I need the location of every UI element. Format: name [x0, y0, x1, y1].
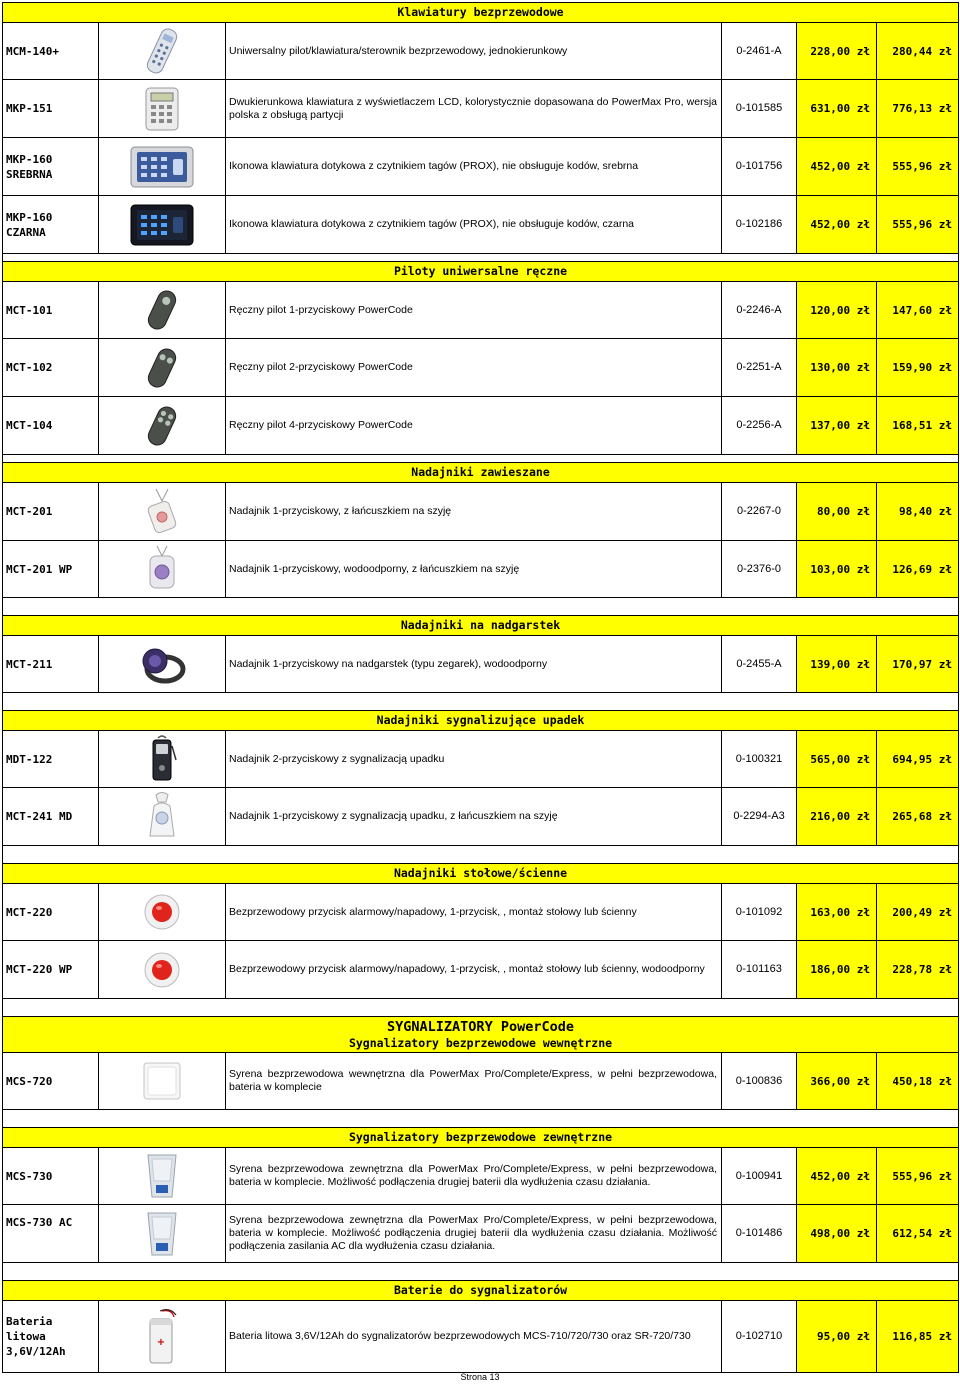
- table-row: [3, 282, 959, 339]
- pendant-waterproof-icon: [99, 541, 226, 598]
- gross-price: 126,69 zł: [877, 541, 959, 598]
- remote-2-button-icon: [99, 339, 226, 397]
- product-code-line2: CZARNA: [6, 225, 46, 239]
- spacer-row: [3, 999, 959, 1017]
- table-row: [3, 483, 959, 541]
- product-description: Nadajnik 1-przyciskowy, wodoodporny, z łańcuszkiem na szyję: [226, 541, 722, 598]
- indoor-siren-icon: [99, 1053, 226, 1110]
- gross-price: 612,54 zł: [877, 1205, 959, 1263]
- product-description: Syrena bezprzewodowa zewnętrzna dla PowerMax Pro/Complete/Express, w pełni bezprzewodowa, bateria w komplecie. Możliwość podłączenia drugiej baterii dla wydłużenia czasu działania. Możliwość podłączenia zasilania AC dla wydłużenia czasu działania.: [226, 1205, 722, 1263]
- catalog-number: 0-101486: [722, 1205, 797, 1263]
- product-code-line2: 3,6V/12Ah: [6, 1345, 66, 1358]
- catalog-number: 0-101756: [722, 138, 797, 196]
- price-list: [2, 2, 958, 1373]
- catalog-number: 0-102186: [722, 196, 797, 254]
- table-row: [3, 80, 959, 138]
- product-description: Nadajnik 1-przyciskowy z sygnalizacją upadku, z łańcuszkiem na szyję: [226, 788, 722, 846]
- gross-price: 265,68 zł: [877, 788, 959, 846]
- table-row: [3, 941, 959, 999]
- section-header: Piloty uniwersalne ręczne: [3, 262, 959, 282]
- product-description: Uniwersalny pilot/klawiatura/sterownik bezprzewodowy, jednokierunkowy: [226, 23, 722, 80]
- catalog-number: 0-2267-0: [722, 483, 797, 541]
- product-description: Ręczny pilot 4-przyciskowy PowerCode: [226, 397, 722, 455]
- product-description: Ręczny pilot 2-przyciskowy PowerCode: [226, 339, 722, 397]
- product-code: MCT-104: [3, 397, 99, 455]
- product-description: Syrena bezprzewodowa wewnętrzna dla PowerMax Pro/Complete/Express, w pełni bezprzewodowa, bateria w komplecie: [226, 1053, 722, 1110]
- catalog-number: 0-2294-A3: [722, 788, 797, 846]
- lithium-battery-icon: [99, 1301, 226, 1373]
- outdoor-siren-ac-icon: [99, 1205, 226, 1263]
- gross-price: 168,51 zł: [877, 397, 959, 455]
- catalog-number: 0-100836: [722, 1053, 797, 1110]
- table-row: [3, 1301, 959, 1373]
- catalog-number: 0-101092: [722, 884, 797, 941]
- section-header: Nadajniki zawieszane: [3, 463, 959, 483]
- net-price: 137,00 zł: [797, 397, 877, 455]
- product-code: [3, 1301, 99, 1373]
- section-title-main: SYGNALIZATORY PowerCode: [387, 1018, 574, 1035]
- product-description: Bezprzewodowy przycisk alarmowy/napadowy, 1-przycisk, , montaż stołowy lub ścienny, wodoodporny: [226, 941, 722, 999]
- catalog-number: 0-100941: [722, 1148, 797, 1205]
- product-code: [3, 138, 99, 196]
- gross-price: 776,13 zł: [877, 80, 959, 138]
- product-description: Ikonowa klawiatura dotykowa z czytnikiem tagów (PROX), nie obsługuje kodów, srebrna: [226, 138, 722, 196]
- product-description: Syrena bezprzewodowa zewnętrzna dla PowerMax Pro/Complete/Express, w pełni bezprzewodowa, bateria w komplecie. Możliwość podłączenia drugiej baterii dla wydłużenia czasu działania.: [226, 1148, 722, 1205]
- table-row: [3, 788, 959, 846]
- keypad-remote-icon: [99, 23, 226, 80]
- net-price: 631,00 zł: [797, 80, 877, 138]
- net-price: 103,00 zł: [797, 541, 877, 598]
- product-code: MCT-211: [3, 636, 99, 693]
- net-price: 366,00 zł: [797, 1053, 877, 1110]
- gross-price: 170,97 zł: [877, 636, 959, 693]
- section-header: [3, 1017, 959, 1053]
- product-code: MCS-730 AC: [3, 1205, 99, 1263]
- product-description: Ikonowa klawiatura dotykowa z czytnikiem tagów (PROX), nie obsługuje kodów, czarna: [226, 196, 722, 254]
- table-row: [3, 397, 959, 455]
- section-header: Klawiatury bezprzewodowe: [3, 3, 959, 23]
- catalog-number: 0-101585: [722, 80, 797, 138]
- gross-price: 555,96 zł: [877, 138, 959, 196]
- panic-button-icon: [99, 884, 226, 941]
- wrist-transmitter-icon: [99, 636, 226, 693]
- product-description: Nadajnik 2-przyciskowy z sygnalizacją upadku: [226, 731, 722, 788]
- product-code: MCS-730: [3, 1148, 99, 1205]
- product-code: MCT-220: [3, 884, 99, 941]
- product-code: MCM-140+: [3, 23, 99, 80]
- table-row: [3, 541, 959, 598]
- page-number: Strona 13: [460, 1372, 500, 1382]
- touch-keypad-silver-icon: [99, 138, 226, 196]
- product-description: Bateria litowa 3,6V/12Ah do sygnalizatorów bezprzewodowych MCS-710/720/730 oraz SR-720/730: [226, 1301, 722, 1373]
- section-header: Sygnalizatory bezprzewodowe zewnętrzne: [3, 1128, 959, 1148]
- product-code: MKP-151: [3, 80, 99, 138]
- table-row: [3, 339, 959, 397]
- net-price: 452,00 zł: [797, 196, 877, 254]
- section-header: Baterie do sygnalizatorów: [3, 1281, 959, 1301]
- net-price: 452,00 zł: [797, 138, 877, 196]
- gross-price: 200,49 zł: [877, 884, 959, 941]
- catalog-number: 0-2246-A: [722, 282, 797, 339]
- spacer-row: [3, 254, 959, 262]
- catalog-number: 0-101163: [722, 941, 797, 999]
- product-description: Nadajnik 1-przyciskowy, z łańcuszkiem na szyję: [226, 483, 722, 541]
- spacer-row: [3, 693, 959, 711]
- section-header: Nadajniki stołowe/ścienne: [3, 864, 959, 884]
- net-price: 228,00 zł: [797, 23, 877, 80]
- table-row: [3, 138, 959, 196]
- product-code: MCS-720: [3, 1053, 99, 1110]
- catalog-number: 0-2256-A: [722, 397, 797, 455]
- catalog-number: 0-2461-A: [722, 23, 797, 80]
- table-row: [3, 636, 959, 693]
- panic-button-wp-icon: [99, 941, 226, 999]
- table-row: [3, 1205, 959, 1263]
- product-code: [3, 196, 99, 254]
- product-description: Bezprzewodowy przycisk alarmowy/napadowy, 1-przycisk, , montaż stołowy lub ścienny: [226, 884, 722, 941]
- table-row: [3, 1053, 959, 1110]
- net-price: 120,00 zł: [797, 282, 877, 339]
- net-price: 216,00 zł: [797, 788, 877, 846]
- product-code: MCT-220 WP: [3, 941, 99, 999]
- catalog-number: 0-102710: [722, 1301, 797, 1373]
- gross-price: 555,96 zł: [877, 196, 959, 254]
- net-price: 452,00 zł: [797, 1148, 877, 1205]
- table-row: [3, 196, 959, 254]
- net-price: 80,00 zł: [797, 483, 877, 541]
- section-title-sub: Sygnalizatory bezprzewodowe wewnętrzne: [348, 1035, 613, 1050]
- spacer-row: [3, 846, 959, 864]
- net-price: 186,00 zł: [797, 941, 877, 999]
- product-code-line2: SREBRNA: [6, 167, 53, 181]
- product-code-line1: MKP-160: [6, 152, 53, 166]
- table-row: [3, 884, 959, 941]
- catalog-number: 0-2455-A: [722, 636, 797, 693]
- table-row: [3, 23, 959, 80]
- gross-price: 450,18 zł: [877, 1053, 959, 1110]
- table-row: [3, 731, 959, 788]
- gross-price: 98,40 zł: [877, 483, 959, 541]
- touch-keypad-black-icon: [99, 196, 226, 254]
- gross-price: 116,85 zł: [877, 1301, 959, 1373]
- remote-4-button-icon: [99, 397, 226, 455]
- product-code-line1: MKP-160: [6, 210, 53, 224]
- price-table: [2, 2, 959, 1373]
- gross-price: 555,96 zł: [877, 1148, 959, 1205]
- table-row: [3, 1148, 959, 1205]
- svg-text:+: +: [156, 1336, 166, 1348]
- gross-price: 694,95 zł: [877, 731, 959, 788]
- net-price: 130,00 zł: [797, 339, 877, 397]
- product-code: MCT-201 WP: [3, 541, 99, 598]
- catalog-number: 0-2376-0: [722, 541, 797, 598]
- spacer-row: [3, 455, 959, 463]
- product-code: MDT-122: [3, 731, 99, 788]
- catalog-number: 0-2251-A: [722, 339, 797, 397]
- remote-1-button-icon: [99, 282, 226, 339]
- lcd-keypad-icon: [99, 80, 226, 138]
- net-price: 163,00 zł: [797, 884, 877, 941]
- product-description: Ręczny pilot 1-przyciskowy PowerCode: [226, 282, 722, 339]
- gross-price: 228,78 zł: [877, 941, 959, 999]
- outdoor-siren-icon: [99, 1148, 226, 1205]
- product-code: MCT-201: [3, 483, 99, 541]
- spacer-row: [3, 598, 959, 616]
- gross-price: 159,90 zł: [877, 339, 959, 397]
- product-code: MCT-102: [3, 339, 99, 397]
- gross-price: 147,60 zł: [877, 282, 959, 339]
- product-code: MCT-101: [3, 282, 99, 339]
- net-price: 139,00 zł: [797, 636, 877, 693]
- product-code: MCT-241 MD: [3, 788, 99, 846]
- section-header: Nadajniki na nadgarstek: [3, 616, 959, 636]
- net-price: 498,00 zł: [797, 1205, 877, 1263]
- product-description: Nadajnik 1-przyciskowy na nadgarstek (typu zegarek), wodoodporny: [226, 636, 722, 693]
- section-header: Nadajniki sygnalizujące upadek: [3, 711, 959, 731]
- product-code-line1: Bateria litowa: [6, 1315, 53, 1343]
- product-description: Dwukierunkowa klawiatura z wyświetlaczem LCD, kolorystycznie dopasowana do PowerMax Pro, wersja polska z obsługą partycji: [226, 80, 722, 138]
- pendant-transmitter-icon: [99, 483, 226, 541]
- gross-price: 280,44 zł: [877, 23, 959, 80]
- spacer-row: [3, 1263, 959, 1281]
- spacer-row: [3, 1110, 959, 1128]
- net-price: 95,00 zł: [797, 1301, 877, 1373]
- net-price: 565,00 zł: [797, 731, 877, 788]
- fall-detector-icon: [99, 731, 226, 788]
- catalog-number: 0-100321: [722, 731, 797, 788]
- fall-pendant-icon: [99, 788, 226, 846]
